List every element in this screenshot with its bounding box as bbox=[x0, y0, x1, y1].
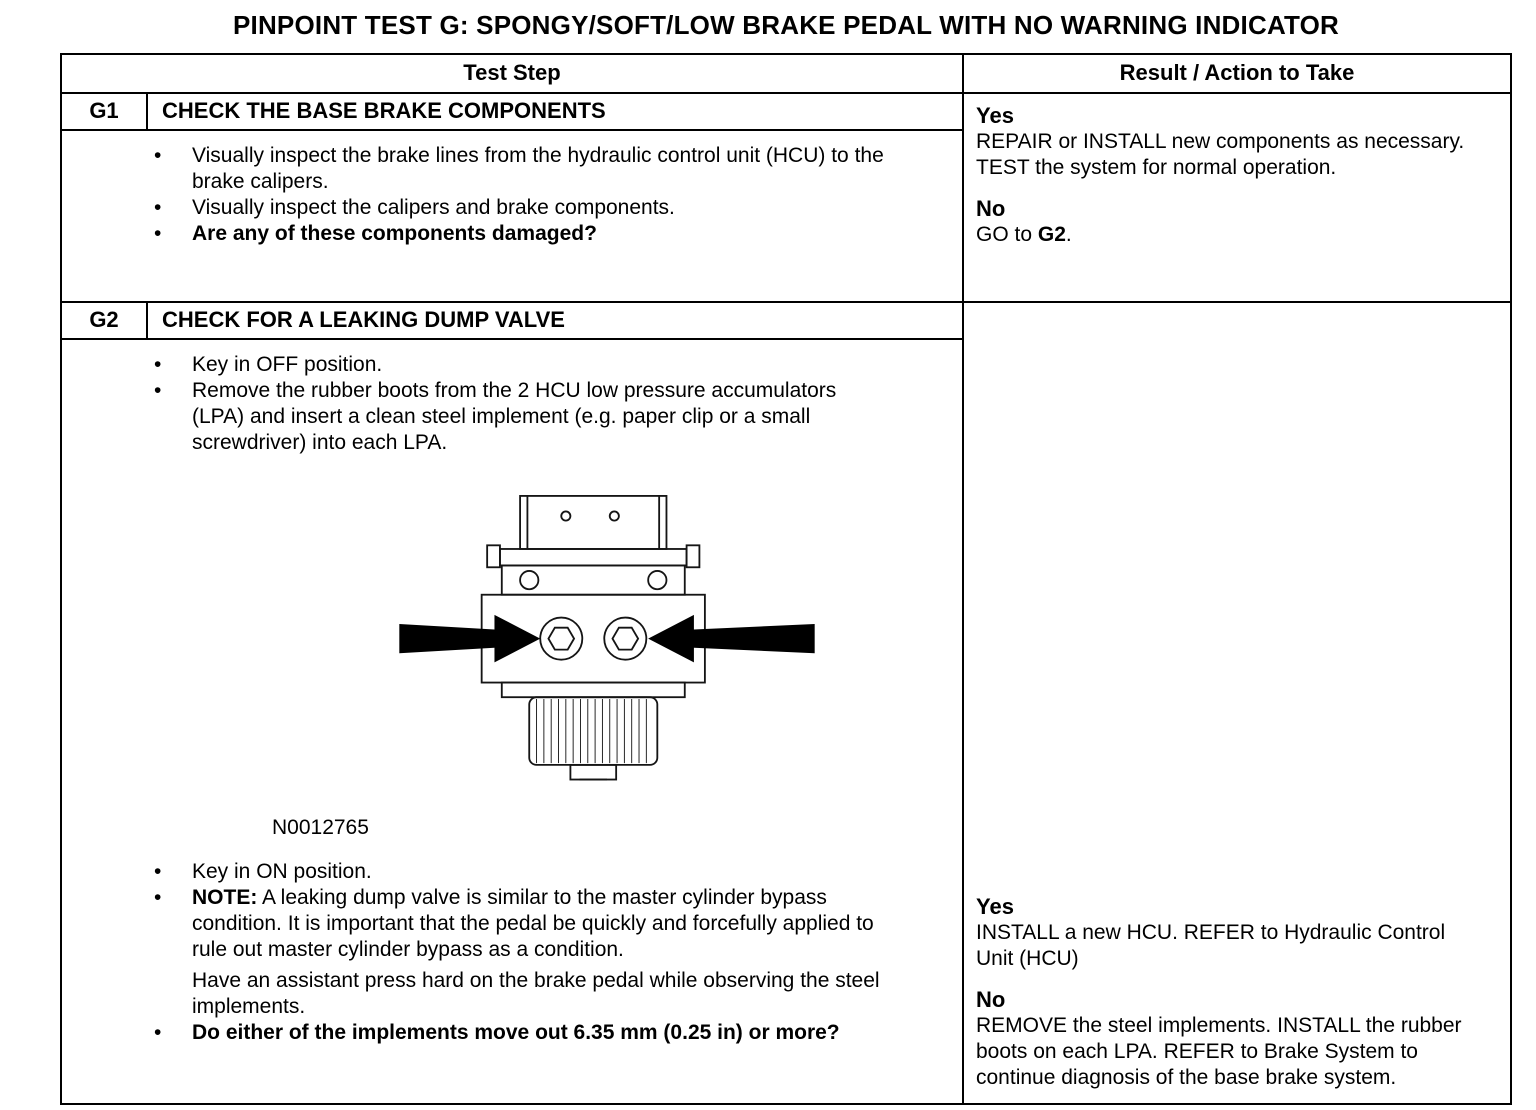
g2-result-cell bbox=[962, 303, 1510, 1103]
g2-step-content bbox=[62, 340, 962, 1103]
list-item bbox=[154, 885, 942, 963]
g2-no-action: REMOVE the steel implements. INSTALL the rubber boots on each LPA. REFER to Brake System to continue diagnosis of the base brake system. bbox=[976, 1014, 1462, 1089]
bullet-icon bbox=[154, 143, 192, 195]
g1-no-action-post: . bbox=[1065, 223, 1072, 246]
bullet-icon bbox=[154, 1020, 192, 1046]
list-item bbox=[154, 1020, 942, 1046]
g2-bullet-2: Remove the rubber boots from the 2 HCU low pressure accumulators (LPA) and insert a clean steel implement (e.g. paper clip or a small screwdriver) into each LPA. bbox=[192, 379, 837, 454]
hex-plug-left bbox=[548, 628, 574, 650]
table-row-g2 bbox=[62, 303, 1510, 1103]
bullet-icon bbox=[154, 859, 192, 885]
g1-yes-label: Yes bbox=[976, 103, 1014, 128]
g2-no-label: No bbox=[976, 987, 1006, 1012]
g1-no-label: No bbox=[976, 196, 1006, 221]
bullet-icon bbox=[154, 221, 192, 247]
g2-bullet-1: Key in OFF position. bbox=[192, 353, 383, 376]
g1-no-action-target: G2 bbox=[1037, 223, 1066, 246]
g1-step-content bbox=[62, 131, 962, 301]
pinpoint-test-table bbox=[60, 53, 1512, 1105]
list-item bbox=[154, 859, 942, 885]
figure-label: N0012765 bbox=[272, 816, 369, 839]
hex-plug-right bbox=[612, 628, 638, 650]
right-arrow-icon bbox=[648, 615, 815, 663]
g1-bullet-question: Are any of these components damaged? bbox=[192, 222, 597, 245]
hcu-diagram bbox=[392, 492, 822, 799]
bullet-icon bbox=[154, 195, 192, 221]
g2-bullet-question: Do either of the implements move out 6.35 mm (0.25 in) or more? bbox=[192, 1021, 840, 1044]
g1-no-action-pre: GO to bbox=[976, 223, 1038, 246]
hcu-figure bbox=[392, 492, 942, 805]
g2-test-step-cell bbox=[62, 303, 962, 1103]
g2-heading-row bbox=[62, 303, 962, 340]
list-item bbox=[154, 352, 942, 378]
g2-bullet-note bbox=[192, 885, 887, 963]
bullet-icon bbox=[154, 885, 192, 963]
column-header-result: Result / Action to Take bbox=[962, 55, 1510, 92]
bullet-icon bbox=[154, 352, 192, 378]
g1-step-heading: CHECK THE BASE BRAKE COMPONENTS bbox=[162, 98, 606, 123]
list-item bbox=[154, 221, 942, 247]
g2-step-heading: CHECK FOR A LEAKING DUMP VALVE bbox=[162, 307, 565, 332]
list-item bbox=[154, 195, 942, 221]
g1-no-action bbox=[976, 222, 1481, 248]
left-arrow-icon bbox=[399, 615, 540, 663]
g2-yes-label: Yes bbox=[976, 894, 1014, 919]
list-item bbox=[154, 143, 942, 195]
g2-yes-action: INSTALL a new HCU. REFER to Hydraulic Control Unit (HCU) bbox=[976, 921, 1446, 970]
g2-bullet-3: Key in ON position. bbox=[192, 860, 372, 883]
dump-valve-right bbox=[604, 618, 646, 660]
g2-step-id: G2 bbox=[62, 303, 148, 338]
g1-heading-row bbox=[62, 94, 962, 131]
g2-note-continuation: Have an assistant press hard on the brake pedal while observing the steel implements. bbox=[192, 969, 880, 1018]
page-title: PINPOINT TEST G: SPONGY/SOFT/LOW BRAKE PEDAL WITH NO WARNING INDICATOR bbox=[232, 10, 1339, 40]
g1-yes-action: REPAIR or INSTALL new components as necessary. TEST the system for normal operation. bbox=[976, 130, 1465, 179]
table-row-g1 bbox=[62, 94, 1510, 303]
g1-result-cell bbox=[962, 94, 1510, 301]
note-text: A leaking dump valve is similar to the master cylinder bypass condition. It is important that the pedal be quickly and forcefully applied to rule out master cylinder bypass as a condition. bbox=[192, 886, 874, 961]
column-header-test-step: Test Step bbox=[463, 60, 561, 85]
table-header-row bbox=[62, 55, 1510, 94]
list-item bbox=[154, 378, 942, 456]
note-label: NOTE: bbox=[192, 886, 258, 909]
g1-bullet-1: Visually inspect the brake lines from the hydraulic control unit (HCU) to the brake calipers. bbox=[192, 144, 884, 193]
bullet-icon bbox=[154, 378, 192, 456]
g1-bullet-2: Visually inspect the calipers and brake components. bbox=[192, 196, 675, 219]
dump-valve-left bbox=[540, 618, 582, 660]
g1-test-step-cell bbox=[62, 94, 962, 301]
g1-step-id: G1 bbox=[62, 94, 148, 129]
